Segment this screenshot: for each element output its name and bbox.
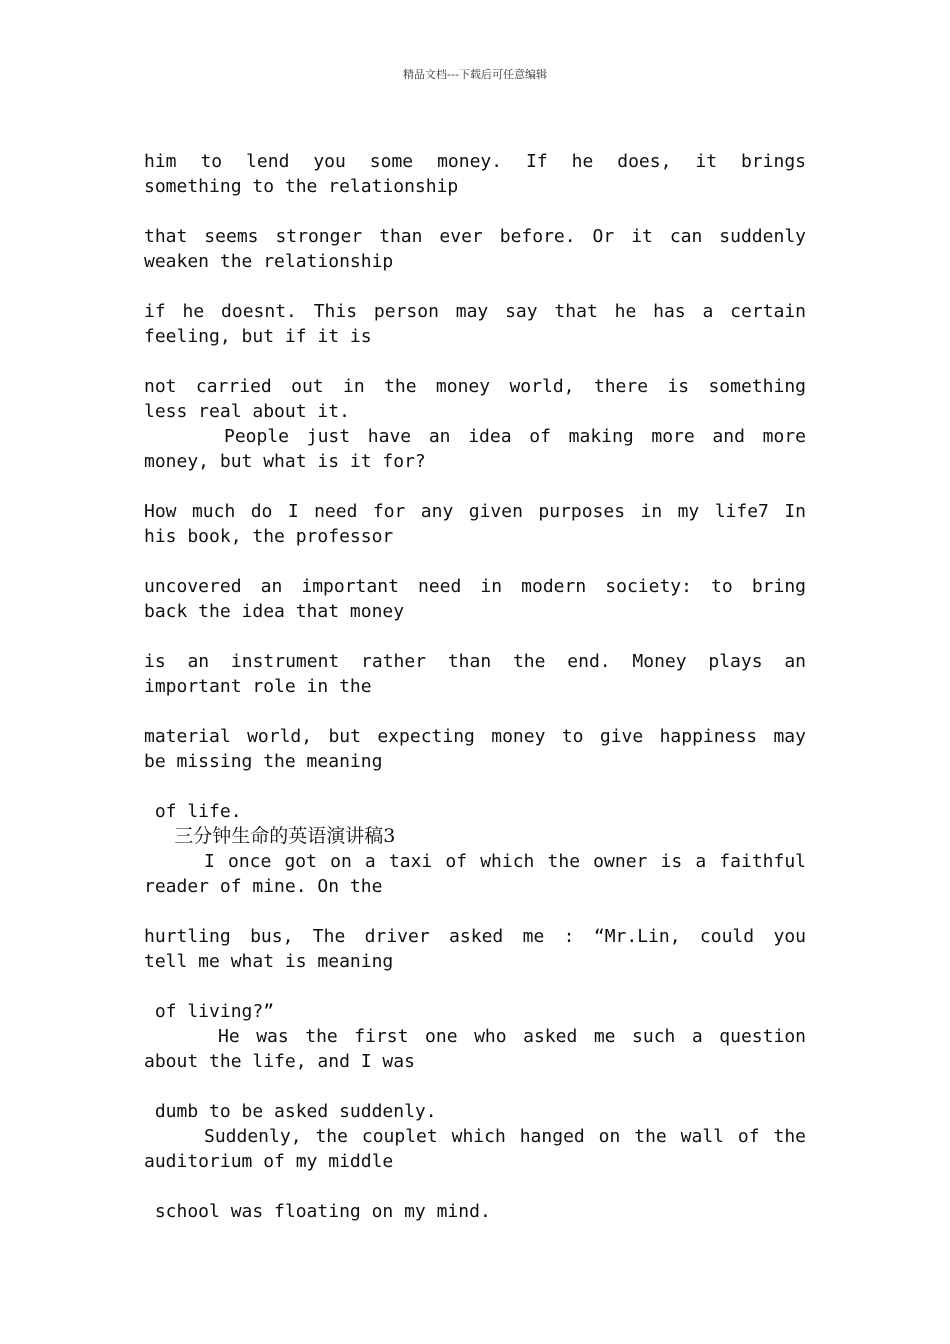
text-line: I once got on a taxi of which the owner is a faithful <box>204 851 806 872</box>
text-line: school was floating on my mind. <box>144 1201 491 1222</box>
paragraph-gap <box>144 774 806 799</box>
text-line: tell me what is meaning <box>144 951 394 972</box>
text-line: material world, but expecting money to give happiness may <box>144 726 806 747</box>
text-line: of life. <box>144 801 242 822</box>
text-line: that seems stronger than ever before. Or it can suddenly <box>144 226 806 247</box>
paragraph-gap <box>144 899 806 924</box>
text-line: is an instrument rather than the end. Money plays an <box>144 651 806 672</box>
text-line: less real about it. <box>144 401 350 422</box>
paragraph-gap <box>144 474 806 499</box>
text-line: auditorium of my middle <box>144 1151 394 1172</box>
text-line: something to the relationship <box>144 176 459 197</box>
paragraph-gap <box>144 1074 806 1099</box>
text-line: How much do I need for any given purposes in my life7 In <box>144 501 806 522</box>
text-line: uncovered an important need in modern society: to bring <box>144 576 806 597</box>
text-line: of living?” <box>144 1001 275 1022</box>
text-line: be missing the meaning <box>144 751 383 772</box>
text-line: He was the first one who asked me such a question <box>218 1026 806 1047</box>
text-line: him to lend you some money. If he does, it brings <box>144 151 806 172</box>
paragraph-gap <box>144 549 806 574</box>
text-line: his book, the professor <box>144 526 394 547</box>
paragraph-gap <box>144 1174 806 1199</box>
paragraph-gap <box>144 624 806 649</box>
text-line: important role in the <box>144 676 372 697</box>
text-line: back the idea that money <box>144 601 405 622</box>
paragraph-gap <box>144 274 806 299</box>
text-line: weaken the relationship <box>144 251 394 272</box>
text-line: money, but what is it for? <box>144 451 426 472</box>
document-body <box>144 149 806 1224</box>
paragraph-gap <box>144 699 806 724</box>
text-line: reader of mine. On the <box>144 876 383 897</box>
text-line: hurtling bus, The driver asked me : “Mr.Lin, could you <box>144 926 806 947</box>
paragraph-gap <box>144 974 806 999</box>
text-line: Suddenly, the couplet which hanged on the wall of the <box>204 1126 806 1147</box>
text-line: feeling, but if it is <box>144 326 372 347</box>
text-line: People just have an idea of making more and more <box>224 426 806 447</box>
text-line: dumb to be asked suddenly. <box>144 1101 437 1122</box>
page-header: 精品文档---下载后可任意编辑 <box>403 68 547 81</box>
text-line: if he doesnt. This person may say that he has a certain <box>144 301 806 322</box>
section-heading: 三分钟生命的英语演讲稿3 <box>144 825 396 847</box>
paragraph-gap <box>144 349 806 374</box>
paragraph-gap <box>144 199 806 224</box>
text-line: about the life, and I was <box>144 1051 415 1072</box>
text-line: not carried out in the money world, there is something <box>144 376 806 397</box>
